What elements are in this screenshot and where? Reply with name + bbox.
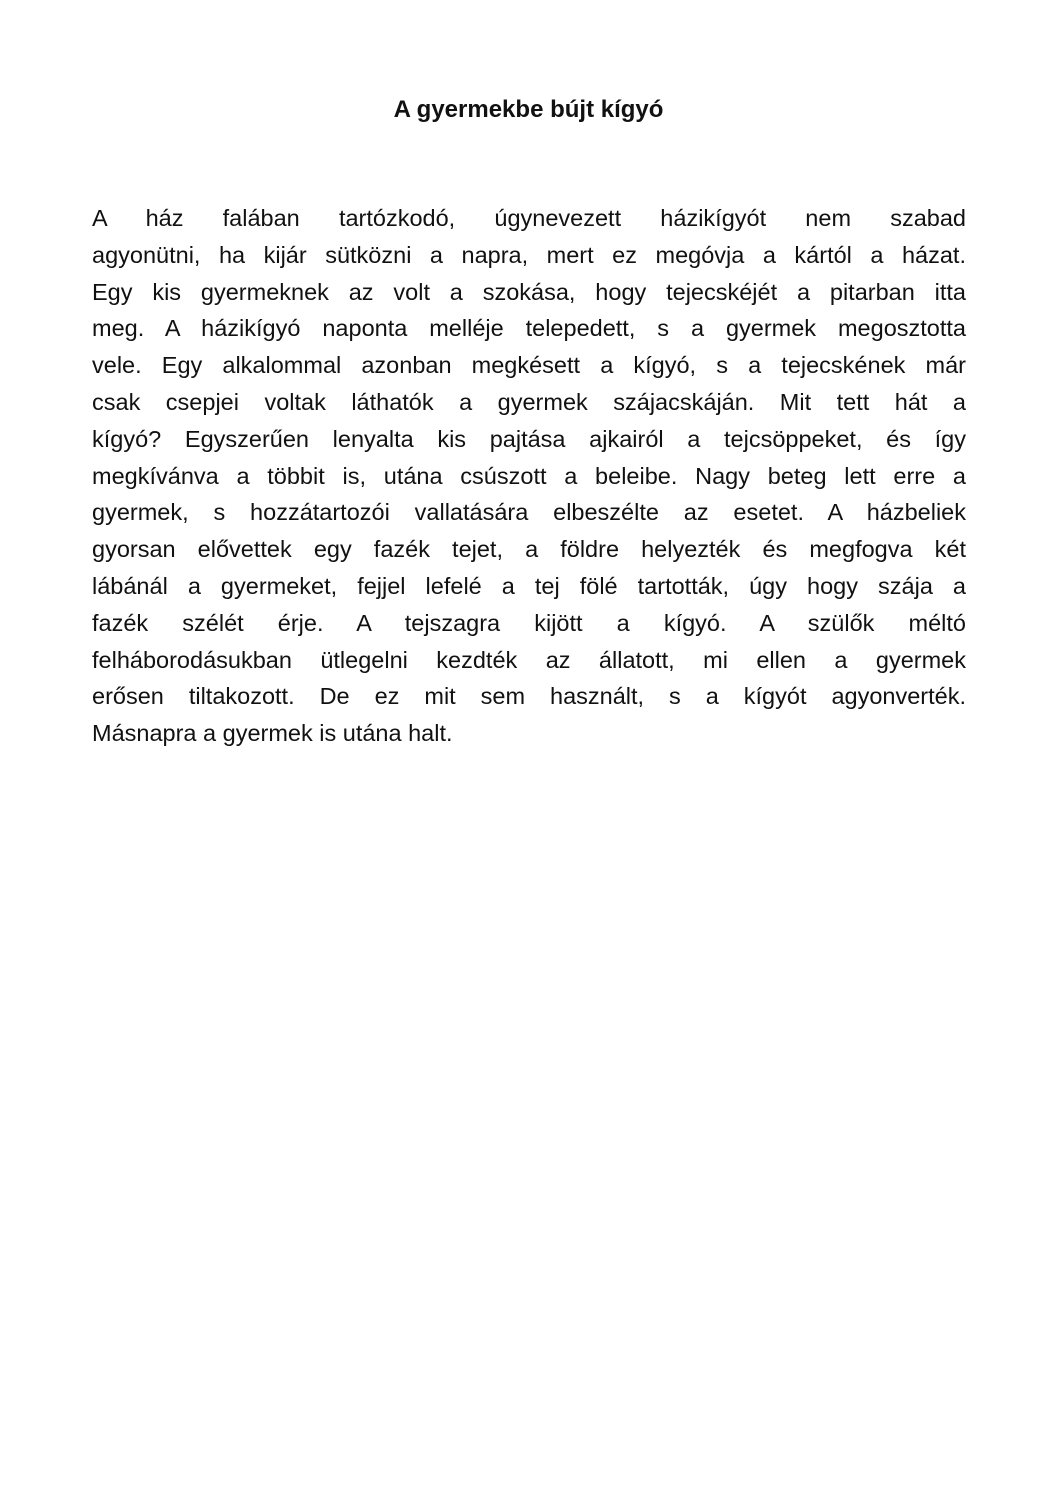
paragraph-line: gyorsan elővettek egy fazék tejet, a földre helyezték és megfogva két: [92, 536, 966, 563]
document-title: A gyermekbe bújt kígyó: [393, 96, 664, 123]
paragraph-line: gyermek, s hozzátartozói vallatására elbeszélte az esetet. A házbeliek: [92, 499, 966, 526]
paragraph-line: Másnapra a gyermek is utána halt.: [92, 720, 453, 747]
paragraph-line: felháborodásukban ütlegelni kezdték az állatott, mi ellen a gyermek: [92, 646, 966, 673]
paragraph-line: lábánál a gyermeket, fejjel lefelé a tej fölé tartották, úgy hogy szája a: [92, 572, 966, 599]
story-paragraph: [92, 200, 966, 752]
paragraph-line: meg. A házikígyó naponta melléje telepedett, s a gyermek megosztotta: [92, 315, 966, 342]
paragraph-line: erősen tiltakozott. De ez mit sem használt, s a kígyót agyonverték.: [92, 683, 966, 710]
paragraph-line: A ház falában tartózkodó, úgynevezett házikígyót nem szabad: [92, 205, 966, 231]
paragraph-line: Egy kis gyermeknek az volt a szokása, hogy tejecskéjét a pitarban itta: [92, 278, 966, 305]
paragraph-line: agyonütni, ha kijár sütközni a napra, mert ez megóvja a kártól a házat.: [92, 241, 966, 268]
paragraph-line: fazék szélét érje. A tejszagra kijött a kígyó. A szülők méltó: [92, 609, 966, 636]
paragraph-line: csak csepjei voltak láthatók a gyermek szájacskáján. Mit tett hát a: [92, 388, 966, 415]
paragraph-line: megkívánva a többit is, utána csúszott a beleibe. Nagy beteg lett erre a: [92, 462, 966, 489]
paragraph-line: vele. Egy alkalommal azonban megkésett a kígyó, s a tejecskének már: [92, 352, 966, 379]
paragraph-line: kígyó? Egyszerűen lenyalta kis pajtása ajkairól a tejcsöppeket, és így: [92, 425, 966, 452]
